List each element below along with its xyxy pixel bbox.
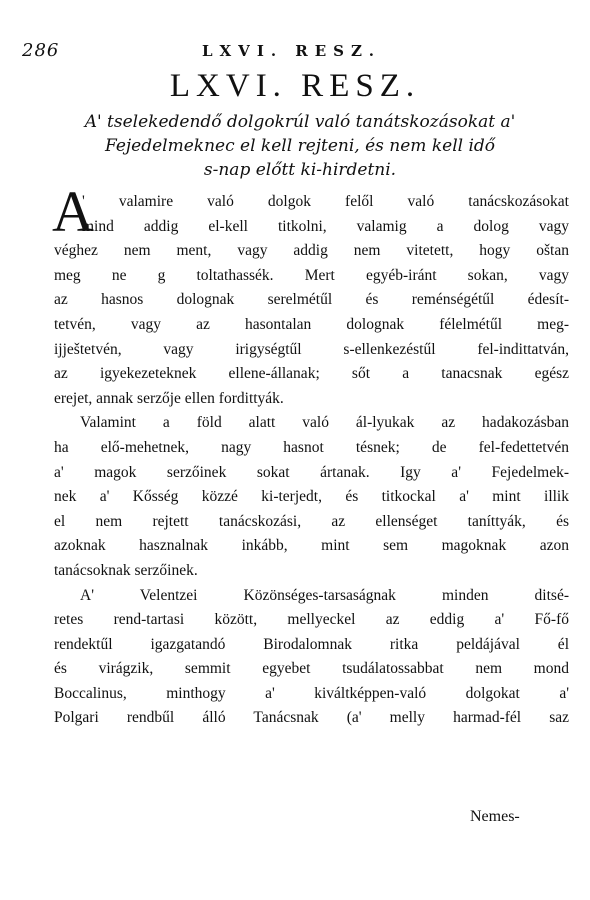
text-line: retes rend-tartasi között, mellyeckel az eddig a' Fő-fő [54, 611, 569, 629]
subtitle-line: Fejedelmeknec el kell rejteni, és nem kell idő [104, 136, 496, 156]
text-line: mind addig el-kell titkolni, valamig a dolog vagy [82, 217, 569, 235]
chapter-subtitle [40, 110, 560, 182]
text-line: erejet, annak serzője ellen fordittyák. [54, 389, 284, 407]
text-line: nek a' Kősség közzé ki-terjedt, és titkockal a' mint illik [54, 488, 569, 506]
text-line: tanácsoknak serzőinek. [54, 561, 198, 579]
text-line: meg ne g toltathassék. Mert egyéb-iránt sokan, vagy [54, 266, 569, 284]
text-line: Boccalinus, minthogy a' kiváltképpen-való dolgokat a' [54, 684, 569, 702]
page-number: 286 [22, 40, 60, 61]
catchword: Nemes- [470, 808, 520, 825]
text-line: azoknak hasznalnak inkább, mint sem magoknak azon [54, 537, 569, 555]
text-line: és virágzik, semmit egyebet tsudálatossabbat nem mond [54, 660, 569, 678]
subtitle-line: s-nap előtt ki-hirdetni. [203, 160, 397, 180]
subtitle-line: A' tselekedendő dolgokrúl való tanátskozásokat a' [84, 112, 516, 132]
text-line: ijještetvén, vagy irigységtűl s-ellenkezéstűl fel-indittatván, [54, 340, 569, 358]
text-line: tetvén, vagy az hasontalan dolognak félelmétűl meg- [54, 315, 569, 333]
text-line: Polgari rendbűl álló Tanácsnak (a' melly harmad-fél saz [54, 709, 569, 727]
text-line: a' magok serzőinek sokat ártanak. Igy a' Fejedelmek- [54, 463, 569, 481]
text-line: az igyekezeteknek ellene-állanak; sőt a tanacsnak egész [54, 365, 569, 383]
text-line: az hasnos dolognak serelmétűl és reménségétűl édesít- [54, 291, 569, 309]
body-text [52, 179, 569, 731]
text-line: ' valamire való dolgok felől való tanácskozásokat [82, 193, 569, 210]
text-line: ha elő-mehetnek, nagy hasnot tésnek; de fel-fedettetvén [54, 438, 569, 456]
drop-cap: A [52, 179, 94, 244]
text-line: Valamint a föld alatt való ál-lyukak az hadakozásban [80, 414, 569, 432]
text-line: rendektűl igazgatandó Birodalomnak ritka peldájával él [54, 635, 569, 653]
chapter-heading: LXVI. RESZ. [169, 68, 421, 104]
running-head [22, 40, 562, 66]
text-line: A' Velentzei Közönséges-tarsaságnak minden ditsé- [80, 586, 569, 604]
text-line: véghez nem ment, vagy addig nem vitetett, hogy oštan [54, 242, 569, 260]
text-line: el nem rejtett tanácskozási, az ellenséget taníttyák, és [54, 512, 569, 530]
running-title: LXVI. RESZ. [202, 42, 381, 60]
